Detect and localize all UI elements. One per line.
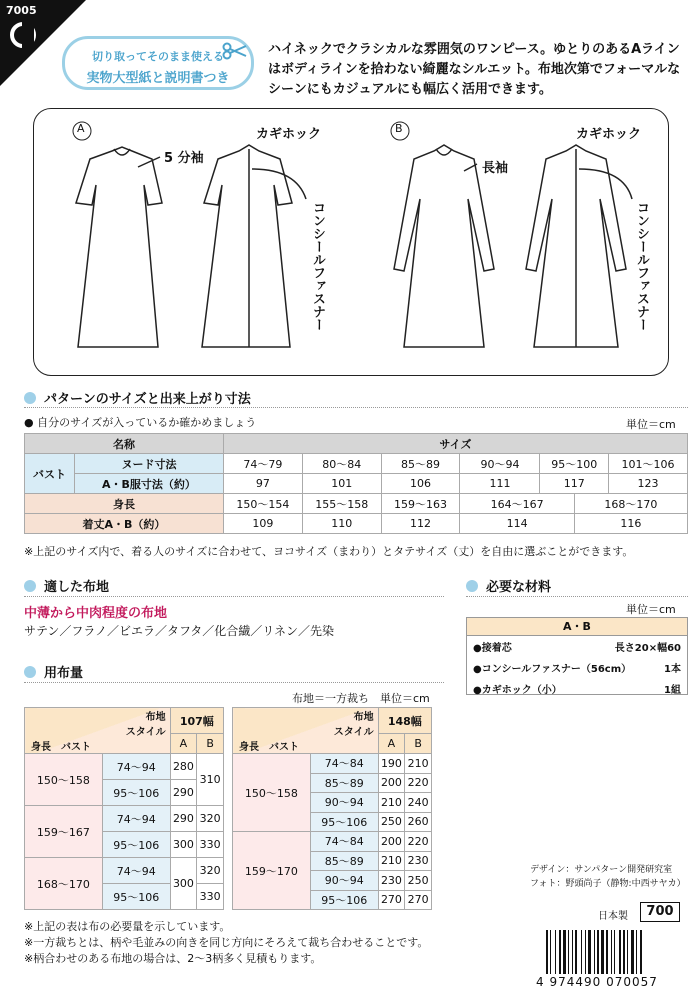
width-148: 148幅 xyxy=(378,708,431,734)
pattern-code: 7005 xyxy=(6,4,37,17)
table-corner xyxy=(233,708,379,754)
barcode xyxy=(544,930,684,974)
material-item xyxy=(467,678,687,699)
length-cell: 114 xyxy=(460,514,574,534)
length-cell: 110 xyxy=(302,514,381,534)
value-cell: 200 xyxy=(378,832,405,852)
value-cell: 210 xyxy=(378,851,405,871)
corner-bust: バスト xyxy=(61,742,91,753)
value-cell: 230 xyxy=(378,871,405,891)
value-cell: 220 xyxy=(405,773,432,793)
value-cell: 320 xyxy=(197,806,224,832)
material-name: ●カギホック（小） xyxy=(473,685,562,696)
value-cell: 290 xyxy=(170,780,197,806)
ab-cell: 106 xyxy=(381,474,460,494)
value-cell: 330 xyxy=(197,884,224,910)
size-heading xyxy=(24,388,251,407)
length-cell: 112 xyxy=(381,514,460,534)
value-cell: 280 xyxy=(170,754,197,780)
intro-text: ハイネックでクラシカルな雰囲気のワンピース。ゆとりのあるAラインはボディラインを拾わない綺麗なシルエット。布地次第でフォーマルなシーンにもカジュアルにも幅広く活用できます。 xyxy=(268,42,681,97)
size-footnote: ※上記のサイズ内で、着る人のサイズに合わせて、ヨコサイズ（まわり）とタテサイズ（丈）を自由に選ぶことができます。 xyxy=(24,545,634,558)
corner-height: 身長 xyxy=(31,742,51,753)
yardage-note: 布地＝一方裁ち 単位＝cm xyxy=(292,692,430,705)
bust-cell: 95〜106 xyxy=(310,890,378,910)
heading-dot xyxy=(24,666,36,678)
value-cell: 300 xyxy=(170,858,197,910)
corner-style: スタイル xyxy=(333,727,374,738)
brand-logo xyxy=(10,22,36,48)
barcode-number: 4 974490 070057 xyxy=(536,975,658,989)
height-cell: 168〜170 xyxy=(25,858,103,910)
nude-label: ヌード寸法 xyxy=(75,454,224,474)
bust-cell: 85〜89 xyxy=(310,773,378,793)
value-cell: 270 xyxy=(405,890,432,910)
bust-cell: 90〜94 xyxy=(310,793,378,813)
corner-fabric: 布地 xyxy=(145,712,166,723)
name-header: 名称 xyxy=(25,434,224,454)
fabric-list: サテン／フラノ／ビエラ／タフタ／化合繊／リネン／先染 xyxy=(24,624,334,638)
col-b: B xyxy=(197,734,224,754)
nude-cell: 95〜100 xyxy=(540,454,609,474)
fabric-heading-text: 適した布地 xyxy=(44,580,110,595)
label-b: B xyxy=(395,122,403,135)
fabric-heading xyxy=(24,576,109,595)
yardage-heading xyxy=(24,662,83,681)
bust-cell: 90〜94 xyxy=(310,871,378,891)
ab-cell: 97 xyxy=(223,474,302,494)
hook-label-a: カギホック xyxy=(256,127,322,142)
value-cell: 320 xyxy=(197,858,224,884)
heading-dot xyxy=(466,580,478,592)
value-cell: 270 xyxy=(378,890,405,910)
bust-cell: 95〜106 xyxy=(102,884,170,910)
price-box: 700 xyxy=(640,902,680,922)
badge-line1: 切り取ってそのまま使える xyxy=(92,50,224,63)
label-a: A xyxy=(77,122,85,135)
heading-dot xyxy=(24,392,36,404)
corner-height: 身長 xyxy=(239,742,259,753)
material-name: ●接着芯 xyxy=(473,643,512,654)
bust-cell: 74〜94 xyxy=(102,754,170,780)
height-cell: 159〜167 xyxy=(25,806,103,858)
ab-cell: 117 xyxy=(540,474,609,494)
bust-cell: 95〜106 xyxy=(310,812,378,832)
value-cell: 210 xyxy=(378,793,405,813)
sleeve-b-label: 長袖 xyxy=(482,161,509,176)
sleeve-a-label: 5 分袖 xyxy=(164,151,204,166)
table-corner xyxy=(25,708,171,754)
value-cell: 260 xyxy=(405,812,432,832)
yardage-heading-text: 用布量 xyxy=(44,666,84,681)
value-cell: 190 xyxy=(378,754,405,774)
material-item xyxy=(467,636,687,657)
height-cell: 159〜170 xyxy=(233,832,311,910)
height-cell: 164〜167 xyxy=(460,494,574,514)
length-cell: 116 xyxy=(574,514,687,534)
nude-cell: 74〜79 xyxy=(223,454,302,474)
length-cell: 109 xyxy=(223,514,302,534)
ab-label: A・B服寸法（約） xyxy=(75,474,224,494)
ab-cell: 123 xyxy=(609,474,688,494)
yardage-table-148 xyxy=(232,707,432,910)
ab-cell: 111 xyxy=(460,474,540,494)
nude-cell: 101〜106 xyxy=(609,454,688,474)
divider xyxy=(24,682,444,683)
bust-cell: 95〜106 xyxy=(102,832,170,858)
value-cell: 250 xyxy=(378,812,405,832)
bust-cell: 85〜89 xyxy=(310,851,378,871)
size-unit: 単位＝cm xyxy=(626,418,676,431)
zipper-label-b: コンシールファスナー xyxy=(634,201,649,331)
bust-cell: 74〜84 xyxy=(310,832,378,852)
zipper-label-a: コンシールファスナー xyxy=(310,201,325,331)
materials-heading xyxy=(466,576,551,595)
height-cell: 159〜163 xyxy=(381,494,460,514)
fabric-sub: 中薄から中肉程度の布地 xyxy=(24,606,168,621)
bust-cell: 74〜94 xyxy=(102,858,170,884)
size-note-text: 自分のサイズが入っているか確かめましょう xyxy=(37,416,257,429)
bust-label: バスト xyxy=(25,454,75,494)
material-value: 1組 xyxy=(664,685,681,696)
value-cell: 240 xyxy=(405,793,432,813)
badge-line2: 実物大型紙と説明書つき xyxy=(86,71,230,86)
credit-photo: フォト：野頭尚子（静物:中西サヤカ） xyxy=(530,879,686,889)
col-a: A xyxy=(378,734,405,754)
corner-style: スタイル xyxy=(125,727,166,738)
length-label: 着丈A・B（約） xyxy=(25,514,224,534)
col-b: B xyxy=(405,734,432,754)
heading-dot xyxy=(24,580,36,592)
corner-bust: バスト xyxy=(269,742,299,753)
value-cell: 200 xyxy=(378,773,405,793)
width-107: 107幅 xyxy=(170,708,223,734)
material-value: 1本 xyxy=(664,664,681,675)
bust-cell: 95〜106 xyxy=(102,780,170,806)
credit-design: デザイン：サンパターン開発研究室 xyxy=(530,865,673,875)
col-a: A xyxy=(170,734,197,754)
value-cell: 250 xyxy=(405,871,432,891)
height-label: 身長 xyxy=(25,494,224,514)
materials-header: A・B xyxy=(467,618,687,636)
divider xyxy=(24,407,688,408)
divider xyxy=(466,596,688,597)
bust-cell: 74〜94 xyxy=(102,806,170,832)
height-cell: 150〜158 xyxy=(233,754,311,832)
made-in: 日本製 xyxy=(598,911,628,922)
nude-cell: 80〜84 xyxy=(302,454,381,474)
ab-cell: 101 xyxy=(302,474,381,494)
height-cell: 150〜154 xyxy=(223,494,302,514)
illustration-panel xyxy=(33,108,669,376)
bust-cell: 74〜84 xyxy=(310,754,378,774)
value-cell: 290 xyxy=(170,806,197,832)
material-item xyxy=(467,657,687,678)
value-cell: 230 xyxy=(405,851,432,871)
materials-box xyxy=(466,617,688,695)
materials-heading-text: 必要な材料 xyxy=(486,580,552,595)
nude-cell: 90〜94 xyxy=(460,454,540,474)
nude-cell: 85〜89 xyxy=(381,454,460,474)
value-cell: 210 xyxy=(405,754,432,774)
size-header: サイズ xyxy=(223,434,687,454)
material-value: 長さ20×幅60 xyxy=(614,643,681,654)
value-cell: 330 xyxy=(197,832,224,858)
corner-fabric: 布地 xyxy=(353,712,374,723)
divider xyxy=(24,596,444,597)
value-cell: 220 xyxy=(405,832,432,852)
yardage-note-line: ※上記の表は布の必要量を示しています。 xyxy=(24,920,231,933)
yardage-note-line: ※一方裁ちとは、柄や毛並みの向きを同じ方向にそろえて裁ち合わせることです。 xyxy=(24,936,429,949)
scissors-icon xyxy=(222,42,248,60)
value-cell: 300 xyxy=(170,832,197,858)
dress-illustrations xyxy=(34,109,670,377)
size-heading-text: パターンのサイズと出来上がり寸法 xyxy=(44,392,251,407)
size-note: ● 自分のサイズが入っているか確かめましょう xyxy=(24,416,257,429)
height-cell: 150〜158 xyxy=(25,754,103,806)
yardage-table-107 xyxy=(24,707,224,910)
material-name: ●コンシールファスナー（56cm） xyxy=(473,664,632,675)
hook-label-b: カギホック xyxy=(576,127,642,142)
height-cell: 155〜158 xyxy=(302,494,381,514)
value-cell: 310 xyxy=(197,754,224,806)
yardage-note-line: ※柄合わせのある布地の場合は、2〜3柄多く見積もります。 xyxy=(24,952,322,965)
materials-unit: 単位＝cm xyxy=(626,603,676,616)
height-cell: 168〜170 xyxy=(574,494,687,514)
size-table xyxy=(24,433,688,534)
